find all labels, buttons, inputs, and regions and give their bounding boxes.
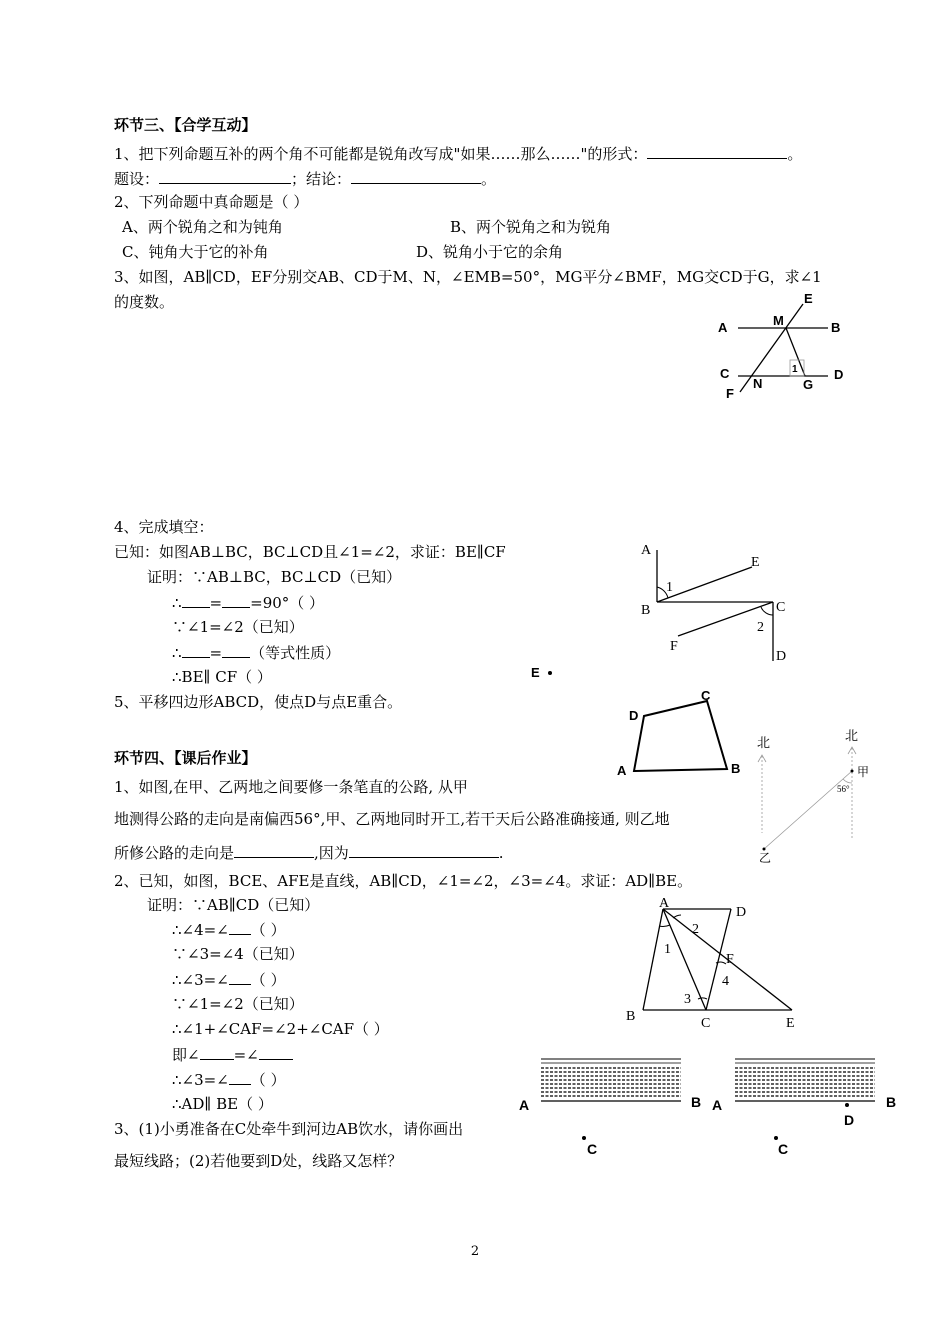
section4-title: 环节四、【课后作业】	[114, 749, 257, 767]
river2-label-A: A	[712, 1097, 723, 1113]
direction-blank[interactable]	[234, 843, 314, 858]
figure-trapezoid	[620, 895, 810, 1035]
figure-perpendicular	[630, 535, 810, 670]
conclusion-blank[interactable]	[351, 169, 481, 184]
s3-q4-proof4: ∴ = （等式性质）	[172, 644, 341, 662]
fig3-label-E: E	[804, 291, 813, 306]
compass-north-2: 北	[845, 728, 859, 743]
river1-label-B: B	[691, 1094, 702, 1110]
section3-title: 环节三、【合学互动】	[114, 116, 257, 134]
s3-q4-proof3: ∵∠1=∠2（已知）	[172, 618, 304, 636]
s4-q2-proof1: 证明：∵AB∥CD（已知）	[147, 896, 320, 914]
figure-parallel-lines	[710, 290, 860, 405]
fig4-label-angle1: 1	[666, 580, 673, 595]
s3-q4-proof5: ∴BE∥ CF（ ）	[172, 668, 272, 686]
angle-blank[interactable]	[182, 643, 210, 658]
figHW2-label-F: F	[726, 952, 734, 967]
point-E	[548, 671, 552, 675]
fig4-label-B: B	[641, 603, 651, 618]
angle-blank[interactable]	[229, 970, 251, 985]
river2-label-B: B	[886, 1094, 897, 1110]
s3-q4-given: 已知：如图AB⊥BC，BC⊥CD且∠1=∠2，求证：BE∥CF	[114, 543, 506, 561]
figHW2-label-E: E	[786, 1016, 795, 1031]
s3-q2: 2、下列命题中真命题是（ ）	[114, 193, 309, 211]
fig4-label-F: F	[670, 639, 678, 654]
angle-blank[interactable]	[259, 1045, 293, 1060]
s3-q1-line1: 1、把下列命题互补的两个角不可能都是锐角改写成"如果……那么……"的形式： 。	[114, 145, 803, 163]
river2-label-C: C	[778, 1141, 789, 1157]
s4-q2-proof8: ∴∠3=∠ （ ）	[172, 1071, 286, 1089]
angle-blank[interactable]	[229, 920, 251, 935]
figHW2-label-C: C	[701, 1016, 711, 1031]
river2-label-D: D	[844, 1112, 855, 1128]
fig3-label-angle1: 1	[792, 364, 798, 375]
page-number: 2	[470, 1244, 480, 1259]
s4-q3-line1: 3、(1)小勇准备在C处牵牛到河边AB饮水，请你画出	[114, 1120, 464, 1138]
s3-q3-line2: 的度数。	[114, 293, 175, 311]
s3-q2-optB: B、两个锐角之和为锐角	[450, 218, 612, 236]
s3-q2-optA: A、两个锐角之和为钝角	[122, 218, 283, 236]
s4-q1-line1: 1、如图,在甲、乙两地之间要修一条笔直的公路, 从甲	[114, 778, 468, 796]
s4-q2: 2、已知，如图，BCE、AFE是直线，AB∥CD，∠1=∠2，∠3=∠4。求证：AD∥BE。	[114, 872, 693, 890]
fig4-label-D: D	[776, 649, 787, 664]
river1-label-C: C	[587, 1141, 598, 1157]
fig3-label-A: A	[718, 320, 728, 335]
angle-blank[interactable]	[229, 1070, 251, 1085]
figHW2-label-1: 1	[664, 942, 671, 957]
s3-q2-optD: D、锐角小于它的余角	[416, 243, 564, 261]
s3-q4: 4、完成填空：	[114, 518, 214, 536]
fig4-label-A: A	[641, 543, 652, 558]
fig5-label-C: C	[701, 688, 711, 703]
compass-north-1: 北	[757, 735, 771, 750]
figHW2-label-B: B	[626, 1009, 636, 1024]
figHW2-label-D: D	[736, 905, 747, 920]
fig3-label-F: F	[726, 386, 734, 401]
s3-q3-line1: 3、如图，AB∥CD，EF分别交AB、CD于M、N，∠EMB=50°，MG平分∠BMF，MG交CD于G，求∠1	[114, 268, 822, 286]
fig4-label-C: C	[776, 600, 786, 615]
fig3-label-M: M	[773, 313, 784, 328]
figHW2-label-4: 4	[722, 974, 729, 989]
s4-q2-proof9: ∴AD∥ BE（ ）	[172, 1095, 273, 1113]
answer-blank[interactable]	[647, 144, 787, 159]
figure-point-E	[525, 660, 565, 685]
s4-q2-proof5: ∵∠1=∠2（已知）	[172, 995, 304, 1013]
s4-q2-proof4: ∴∠3=∠ （ ）	[172, 971, 286, 989]
compass-jia: 甲	[857, 765, 870, 779]
s3-q2-optC: C、钝角大于它的补角	[122, 243, 269, 261]
figure-quadrilateral	[610, 685, 755, 780]
s4-q2-proof7: 即∠ =∠	[172, 1045, 293, 1064]
fig3-label-D: D	[834, 367, 844, 382]
fig4-label-E: E	[751, 555, 760, 570]
fig5-label-E: E	[531, 665, 540, 680]
fig3-label-B: B	[831, 320, 841, 335]
figHW2-label-A: A	[659, 896, 670, 911]
s3-q5: 5、平移四边形ABCD，使点D与点E重合。	[114, 693, 403, 711]
fig3-label-N: N	[753, 376, 763, 391]
angle-blank[interactable]	[222, 643, 250, 658]
figure-river-2	[708, 1055, 908, 1165]
figHW2-label-3: 3	[684, 992, 691, 1007]
reason-blank[interactable]	[349, 843, 499, 858]
fig3-label-G: G	[803, 377, 814, 392]
river1-label-A: A	[519, 1097, 530, 1113]
fig5-label-B: B	[731, 761, 741, 776]
s4-q1-line2: 地测得公路的走向是南偏西56°,甲、乙两地同时开工,若干天后公路准确接通, 则乙地	[114, 810, 670, 828]
hypothesis-blank[interactable]	[159, 169, 291, 184]
angle-blank[interactable]	[222, 593, 250, 608]
s4-q1-line3: 所修公路的走向是 ,因为 .	[114, 844, 504, 862]
s3-q1-line2: 题设： ；结论： 。	[114, 170, 497, 188]
s3-q4-proof2: ∴ = =90°（ ）	[172, 594, 325, 612]
s3-q4-proof1: 证明：∵AB⊥BC，BC⊥CD（已知）	[147, 568, 402, 586]
fig4-label-angle2: 2	[757, 620, 764, 635]
compass-angle: 56°	[837, 784, 850, 794]
s4-q2-proof3: ∵∠3=∠4（已知）	[172, 945, 304, 963]
fig5-label-D: D	[629, 708, 639, 723]
compass-yi: 乙	[759, 851, 772, 865]
figure-river-1	[515, 1055, 715, 1165]
angle-blank[interactable]	[182, 593, 210, 608]
s4-q3-line2: 最短线路；(2)若他要到D处，线路又怎样？	[114, 1152, 403, 1170]
s4-q2-proof2: ∴∠4=∠ （ ）	[172, 921, 286, 939]
s4-q2-proof6: ∴∠1+∠CAF=∠2+∠CAF（ ）	[172, 1020, 389, 1038]
figure-compass	[745, 728, 885, 863]
figHW2-label-2: 2	[692, 922, 699, 937]
angle-blank[interactable]	[200, 1045, 234, 1060]
fig3-label-C: C	[720, 366, 730, 381]
fig5-label-A: A	[617, 763, 627, 778]
